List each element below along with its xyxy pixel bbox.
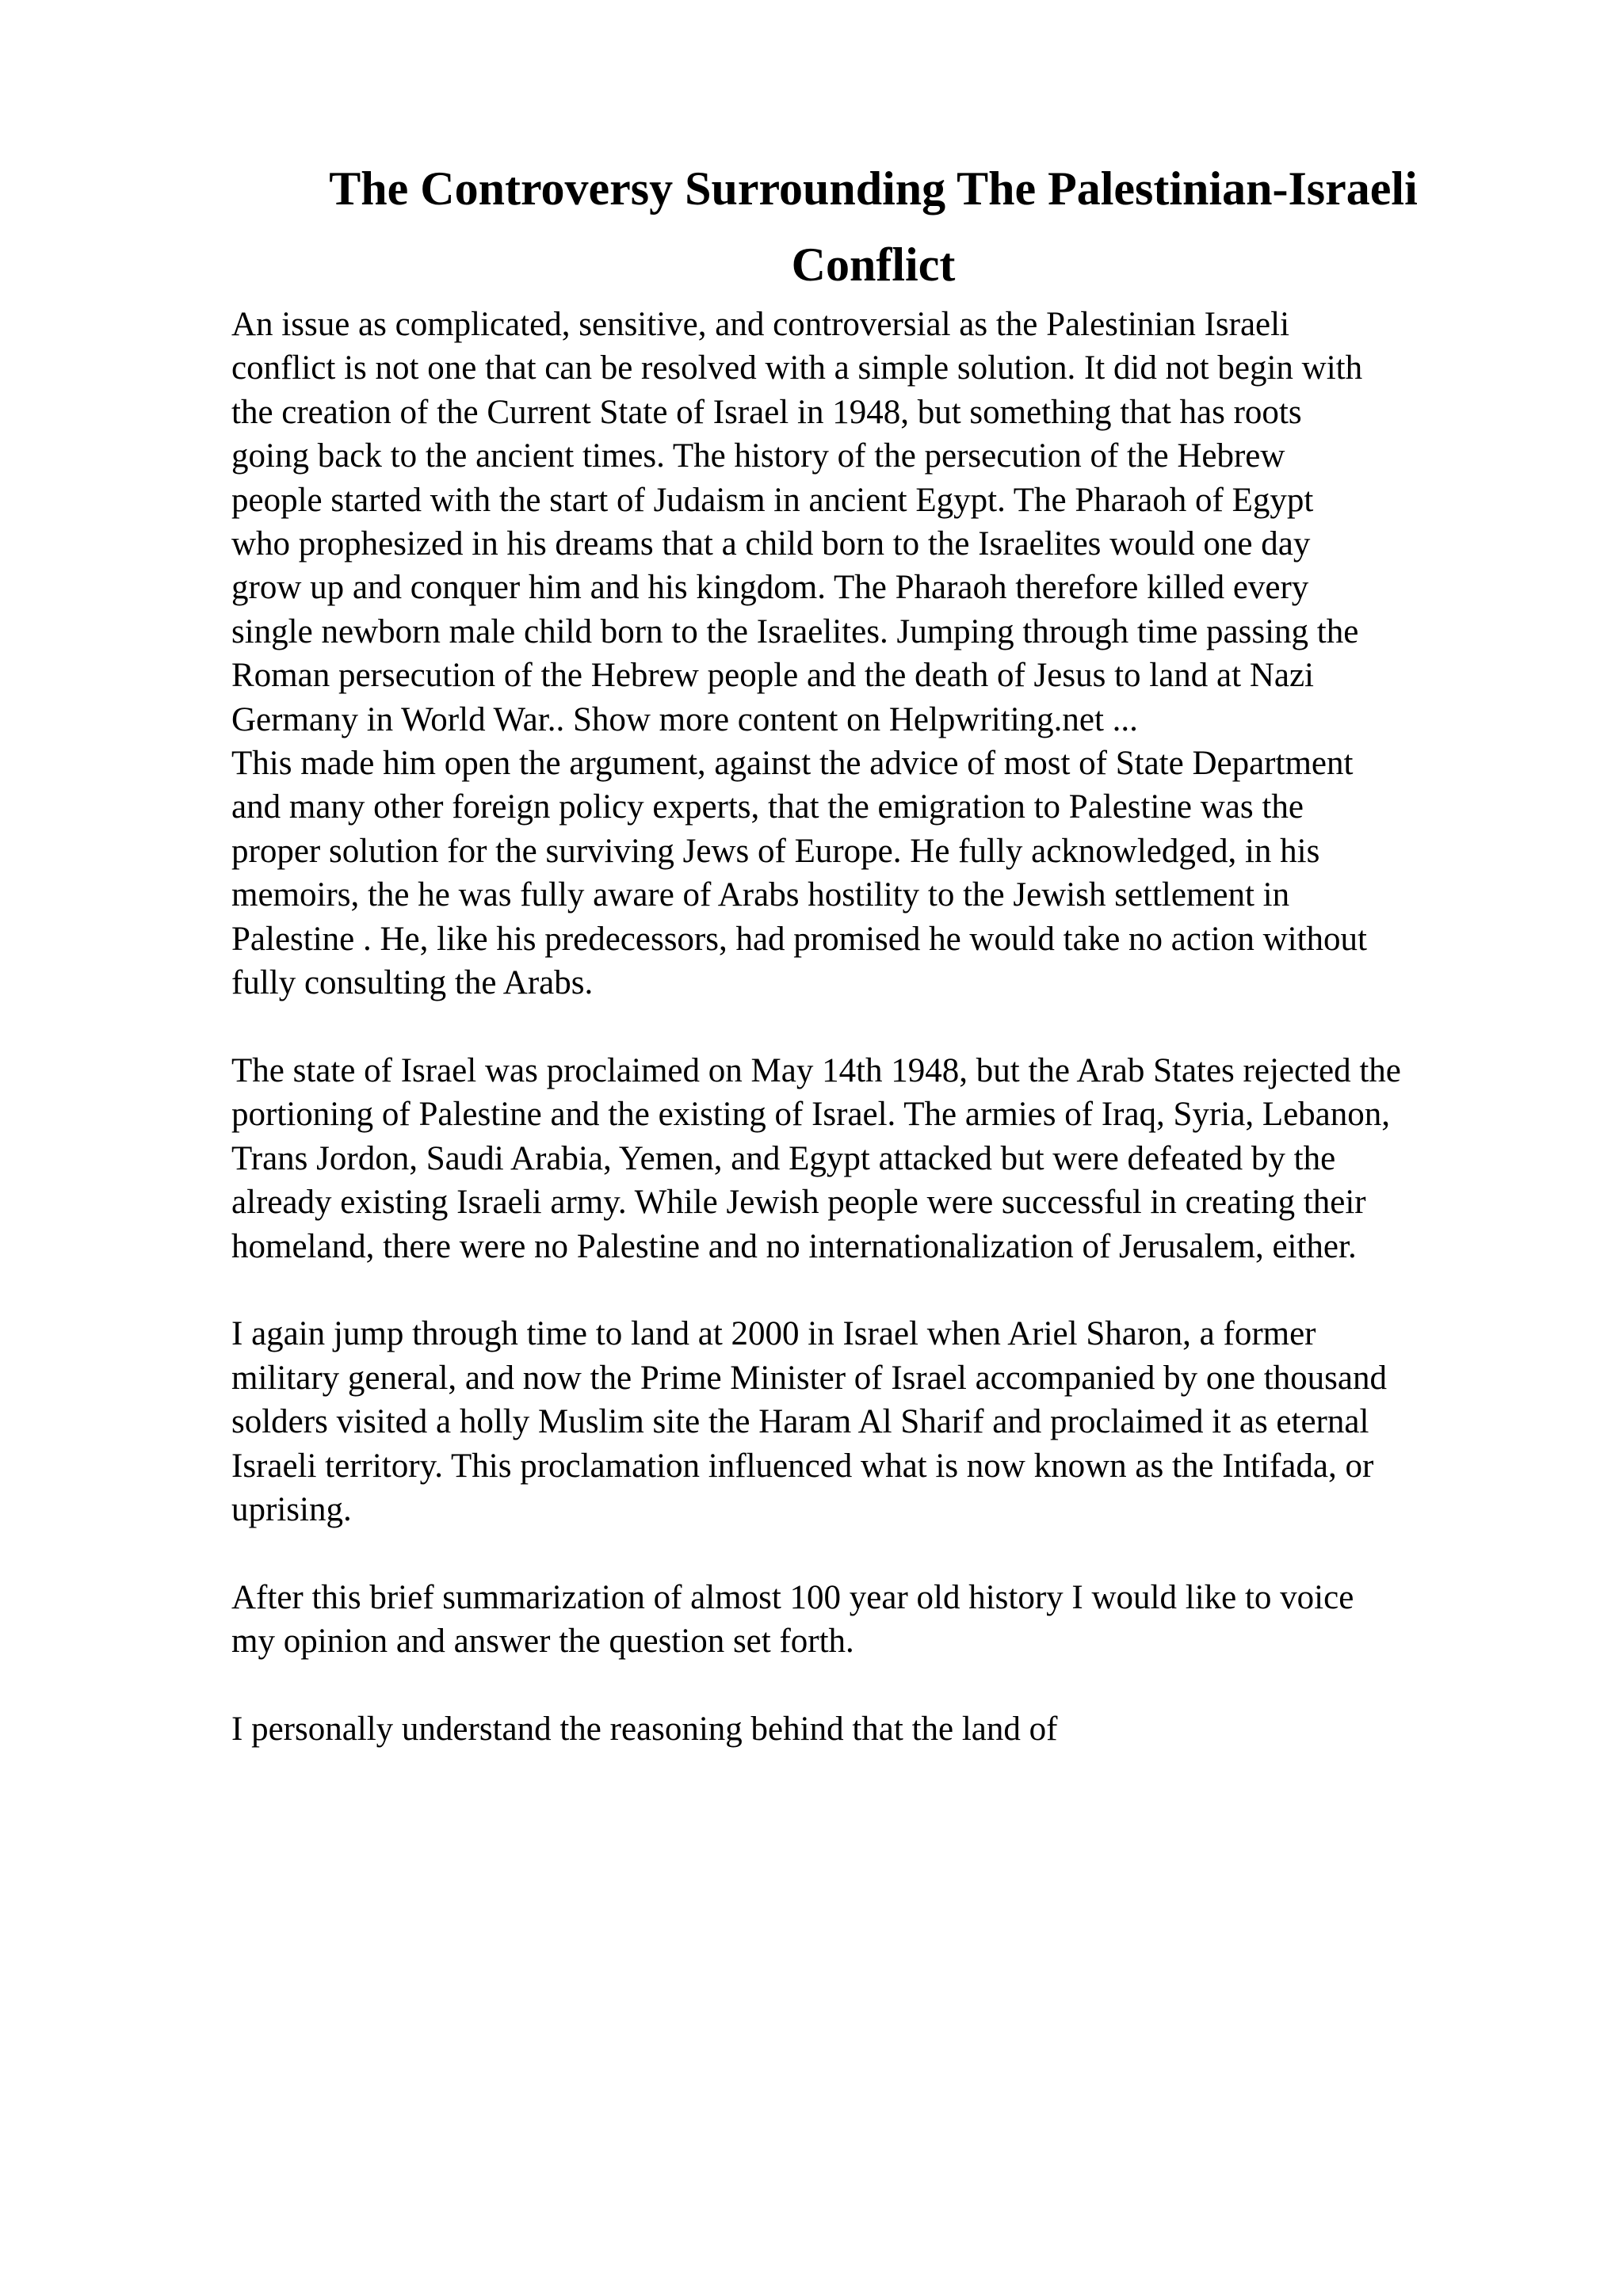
title-line: The Controversy Surrounding The Palestinian-Israeli <box>329 162 1418 215</box>
paragraph-1 <box>231 303 1579 742</box>
title-line: Conflict <box>791 238 956 291</box>
paragraph-4 <box>231 1312 1579 1531</box>
text-line: homeland, there were no Palestine and no internationalization of Jerusalem, either. <box>231 1227 1357 1265</box>
text-line: single newborn male child born to the Israelites. Jumping through time passing the <box>231 612 1359 650</box>
text-line: Palestine . He, like his predecessors, had promised he would take no action without <box>231 920 1368 958</box>
text-line: and many other foreign policy experts, that the emigration to Palestine was the <box>231 788 1304 826</box>
paragraph-3 <box>231 1049 1579 1268</box>
text-line: going back to the ancient times. The history of the persecution of the Hebrew <box>231 437 1285 475</box>
text-line: military general, and now the Prime Minister of Israel accompanied by one thousand <box>231 1359 1387 1397</box>
text-line: After this brief summarization of almost 100 year old history I would like to voice <box>231 1578 1354 1616</box>
text-line: grow up and conquer him and his kingdom. The Pharaoh therefore killed every <box>231 569 1309 607</box>
text-line: I personally understand the reasoning behind that the land of <box>231 1710 1058 1748</box>
text-line: people started with the start of Judaism in ancient Egypt. The Pharaoh of Egypt <box>231 481 1314 519</box>
text-line: Trans Jordon, Saudi Arabia, Yemen, and Egypt attacked but were defeated by the <box>231 1139 1336 1177</box>
paragraph-5 <box>231 1576 1579 1664</box>
text-line: memoirs, the he was fully aware of Arabs hostility to the Jewish settlement in <box>231 876 1290 914</box>
text-line: portioning of Palestine and the existing of Israel. The armies of Iraq, Syria, Lebanon, <box>231 1096 1390 1134</box>
document-title <box>231 151 1515 303</box>
text-line: The state of Israel was proclaimed on May 14th 1948, but the Arab States rejected the <box>231 1051 1401 1089</box>
text-line: Israeli territory. This proclamation influenced what is now known as the Intifada, or <box>231 1447 1374 1485</box>
text-line: solders visited a holly Muslim site the Haram Al Sharif and proclaimed it as eternal <box>231 1403 1369 1441</box>
text-line: Roman persecution of the Hebrew people and the death of Jesus to land at Nazi <box>231 657 1315 695</box>
text-line: uprising. <box>231 1490 352 1528</box>
text-line: conflict is not one that can be resolved with a simple solution. It did not begin with <box>231 349 1363 387</box>
paragraph-2 <box>231 742 1579 1005</box>
text-line: who prophesized in his dreams that a child born to the Israelites would one day <box>231 525 1311 563</box>
text-line: my opinion and answer the question set forth. <box>231 1623 854 1661</box>
text-line: proper solution for the surviving Jews of Europe. He fully acknowledged, in his <box>231 832 1320 870</box>
text-line: fully consulting the Arabs. <box>231 964 594 1002</box>
text-line: Germany in World War.. Show more content on Helpwriting.net ... <box>231 700 1138 738</box>
document-body <box>231 303 1579 1751</box>
text-line: the creation of the Current State of Israel in 1948, but something that has roots <box>231 393 1302 431</box>
text-line: I again jump through time to land at 2000 in Israel when Ariel Sharon, a former <box>231 1315 1316 1353</box>
text-line: already existing Israeli army. While Jewish people were successful in creating their <box>231 1184 1366 1222</box>
paragraph-6 <box>231 1707 1579 1751</box>
text-line: An issue as complicated, sensitive, and controversial as the Palestinian Israeli <box>231 306 1290 343</box>
text-line: This made him open the argument, against the advice of most of State Department <box>231 745 1354 783</box>
